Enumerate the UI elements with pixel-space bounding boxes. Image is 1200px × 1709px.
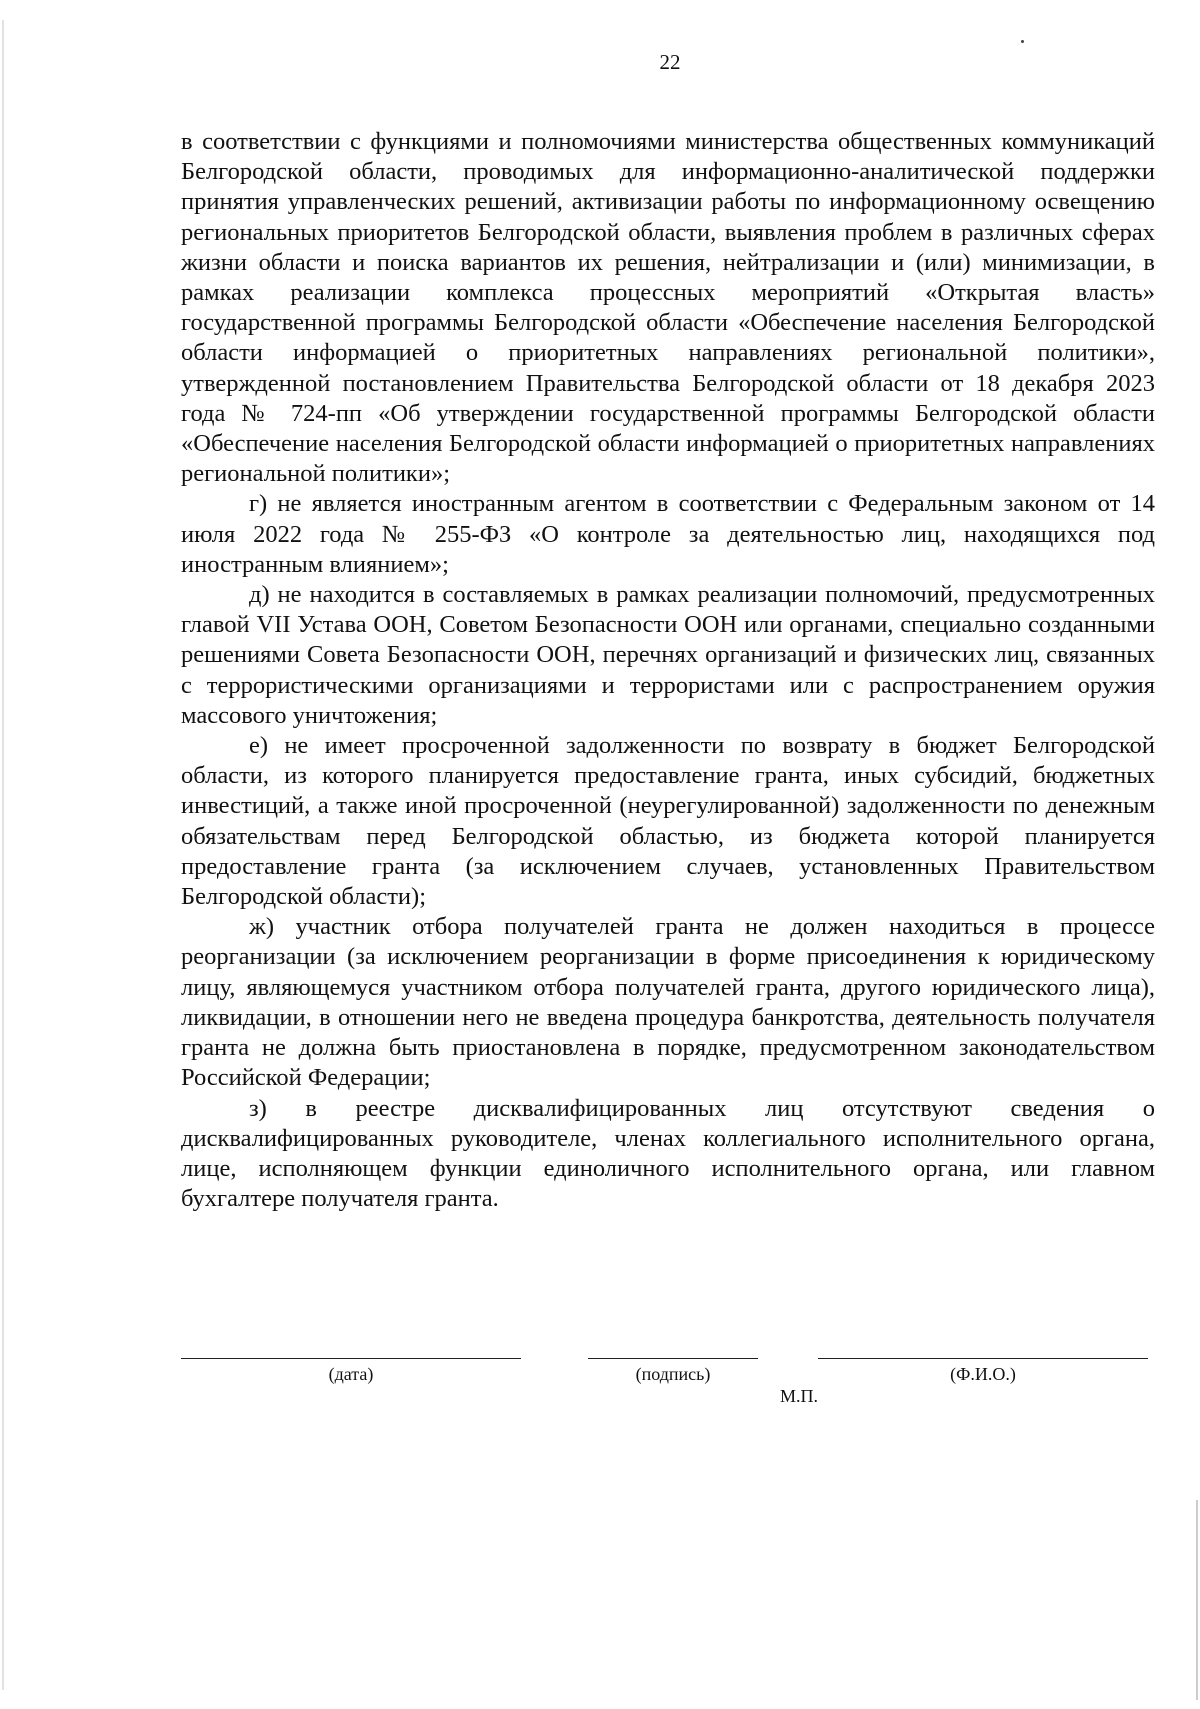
name-label: (Ф.И.О.) xyxy=(950,1364,1016,1384)
date-line xyxy=(181,1358,521,1359)
paragraph-item-g: г) не является иностранным агентом в соответствии с Федеральным законом от 14 июля 2022 года № 255-ФЗ «О контроле за деятельностью лиц, находящихся под иностранным влиянием»; xyxy=(181,490,1155,578)
date-label: (дата) xyxy=(328,1364,374,1384)
scan-edge-left xyxy=(2,20,4,1690)
paragraph-item-d: д) не находится в составляемых в рамках реализации полномочий, предусмотренных главой VII Устава ООН, Советом Безопасности ООН или органами, специально созданными решениями Совета Безопасности ООН, перечнях организаций и физических лиц, связанных с террористическими организациями и террористами или с распространением оружия массового уничтожения; xyxy=(181,581,1155,729)
paragraph-item-z: з) в реестре дисквалифицированных лиц отсутствуют сведения о дисквалифицированных руководителе, членах коллегиального исполнительного органа, лице, исполняющем функции единоличного исполнительного органа, или главном бухгалтере получателя гранта. xyxy=(181,1094,1155,1213)
scan-dot xyxy=(1021,40,1024,43)
paragraph-item-e: е) не имеет просроченной задолженности по возврату в бюджет Белгородской области, из которого планируется предоставление гранта, иных субсидий, бюджетных инвестиций, а также иной просроченной (неурегулированной) задолженности по денежным обязательствам перед Белгородской областью, из бюджета которой планируется предоставление гранта (за исключением случаев, установленных Правительством Белгородской области); xyxy=(181,732,1155,911)
page-number: 22 xyxy=(659,50,681,74)
scan-edge-right xyxy=(1196,1500,1198,1700)
document-body xyxy=(181,127,1155,1214)
signature-line xyxy=(588,1358,758,1359)
stamp-label: М.П. xyxy=(780,1386,819,1406)
name-line xyxy=(818,1358,1148,1359)
signature-label: (подпись) xyxy=(635,1364,711,1384)
signature-block xyxy=(0,1358,1200,1418)
paragraph-continuation: в соответствии с функциями и полномочиями министерства общественных коммуникаций Белгородской области, проводимых для информационно-аналитической поддержки принятия управленческих решений, активизации работы по информационному освещению региональных приоритетов Белгородской области, выявления проблем в различных сферах жизни области и поиска вариантов их решения, нейтрализации и (или) минимизации, в рамках реализации комплекса процессных мероприятий «Открытая власть» государственной программы Белгородской области «Обеспечение населения Белгородской области информацией о приоритетных направлениях региональной политики», утвержденной постановлением Правительства Белгородской области от 18 декабря 2023 года № 724-пп «Об утверждении государственной программы Белгородской области «Обеспечение населения Белгородской области информацией о приоритетных направлениях региональной политики»; xyxy=(181,128,1155,488)
paragraph-item-zh: ж) участник отбора получателей гранта не должен находиться в процессе реорганизации (за исключением реорганизации в форме присоединения к юридическому лицу, являющемуся участником отбора получателей гранта, другого юридического лица), ликвидации, в отношении него не введена процедура банкротства, деятельность получателя гранта не должна быть приостановлена в порядке, предусмотренном законодательством Российской Федерации; xyxy=(181,913,1155,1092)
